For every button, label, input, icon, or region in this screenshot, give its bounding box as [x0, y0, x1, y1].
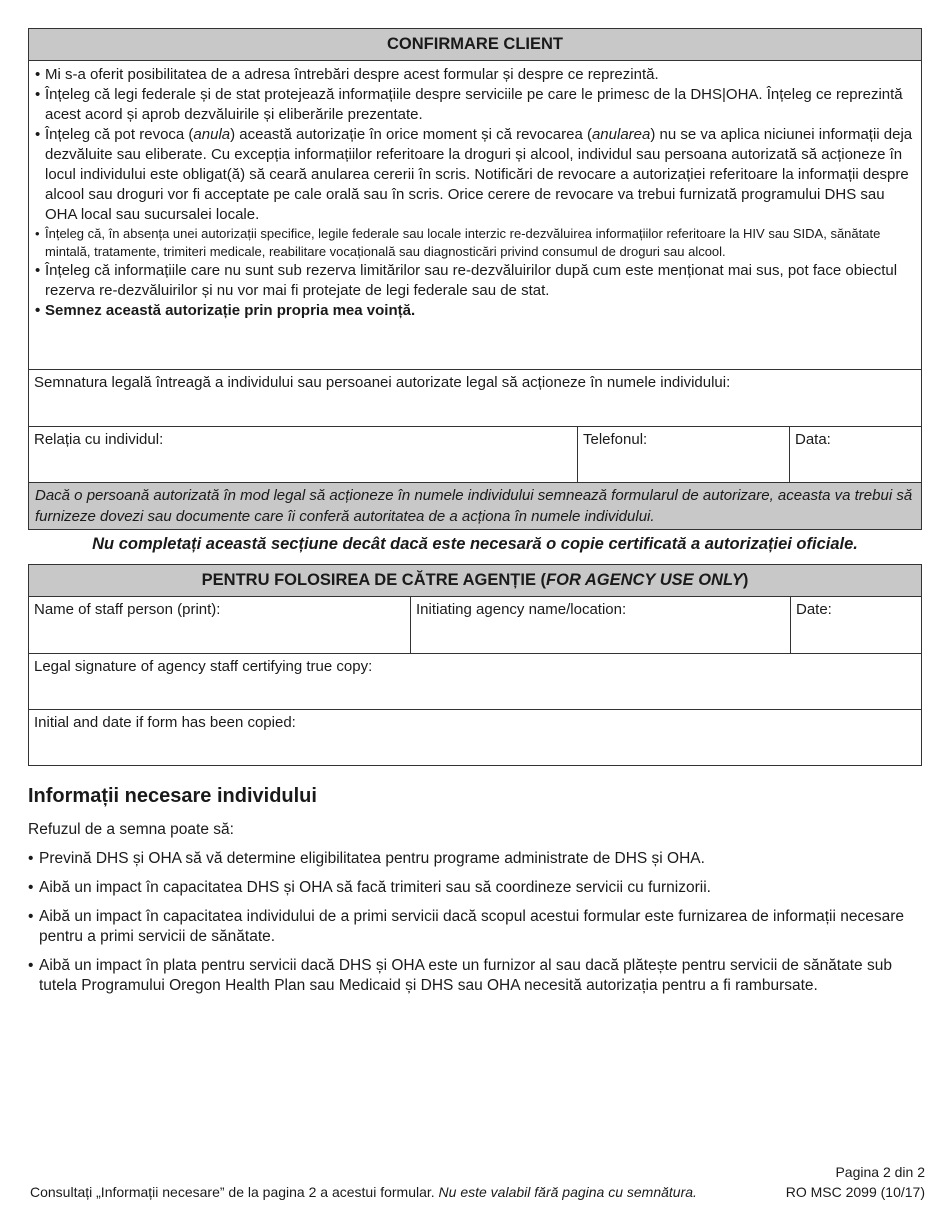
- list-item: • Înțeleg că pot revoca (anula) această autorizație în orice moment și că revocarea (anularea) nu se va aplica niciunei informații deja dezvăluite sau eliberate. Cu excepția informațiilor referitoare la droguri și alcool, individul sau persoana autorizată să acționeze în locul individului este obligat(ă) să ceară anularea cererii în scris. Notificări de revocare a autorizației referitoare la informații despre alcool sau droguri vor fi acceptate pe cale orală sau în scris. Orice cerere de revocare va trebui furnizată programului DHS sau OHA local sau sucursalei locale.: [35, 125, 915, 225]
- certified-copy-warning: Nu completați această secțiune decât dacă este necesară o copie certificată a autorizației oficiale.: [92, 535, 858, 553]
- relation-row: [29, 426, 921, 482]
- list-item: • Aibă un impact în plata pentru servicii dacă DHS și OHA este un furnizor al sau dacă plătește pentru servicii de sănătate sub tutela Programului Oregon Health Plan sau Medicaid și DHS sau OHA necesită autorizația pentru a fi rambursate.: [28, 956, 928, 996]
- signature-label: Semnatura legală întreagă a individului sau persoanei autorizate legal să acționeze în numele individului:: [34, 374, 731, 391]
- list-item: • Semnez această autorizație prin propria mea voință.: [35, 301, 915, 321]
- list-item: • Prevină DHS și OHA să vă determine eligibilitatea pentru programe administrate de DHS și OHA.: [28, 849, 928, 869]
- copy-initial-label: Initial and date if form has been copied:: [34, 714, 296, 731]
- phone-field[interactable]: [577, 427, 789, 482]
- agency-signature-field[interactable]: [29, 653, 921, 709]
- info-intro: Refuzul de a semna poate să:: [28, 821, 234, 838]
- page-number: Pagina 2 din 2: [835, 1164, 925, 1180]
- authorized-person-note: Dacă o persoană autorizată în mod legal să acționeze în numele individului semnează formularul de autorizare, aceasta va trebui să furnizeze dovezi sau documente care îi conferă autoritatea de a acționa în numele individului.: [29, 482, 921, 529]
- relation-label: Relația cu individul:: [34, 431, 164, 448]
- list-item: • Aibă un impact în capacitatea individului de a primi servicii dacă scopul acestui formular este furnizarea de informații necesare pentru a primi servicii de sănătate.: [28, 907, 928, 947]
- agency-location-field[interactable]: [410, 597, 790, 653]
- agency-use-section: [28, 564, 922, 766]
- list-item: • Înțeleg că informațiile care nu sunt sub rezerva limitărilor sau re-dezvăluirilor după cum este menționat mai sus, pot face obiectul rezerva re-dezvăluirilor și nu vor mai fi protejate de legi federale sau de stat.: [35, 261, 915, 301]
- date-label: Data:: [795, 431, 831, 448]
- staff-name-field[interactable]: [29, 597, 410, 653]
- info-heading: Informații necesare individului: [28, 785, 317, 807]
- staff-name-label: Name of staff person (print):: [34, 601, 221, 618]
- client-confirmation-section: [28, 28, 922, 530]
- copy-initial-field[interactable]: [29, 709, 921, 765]
- client-confirmation-list: [29, 61, 921, 325]
- agency-date-field[interactable]: [790, 597, 921, 653]
- info-section: [28, 820, 928, 996]
- agency-location-label: Initiating agency name/location:: [416, 601, 627, 618]
- agency-row: [29, 597, 921, 653]
- agency-use-title: PENTRU FOLOSIREA DE CĂTRE AGENȚIE (FOR AGENCY USE ONLY): [29, 565, 921, 597]
- signature-field[interactable]: [29, 369, 921, 426]
- list-item: • Mi s-a oferit posibilitatea de a adresa întrebări despre acest formular și despre ce reprezintă.: [35, 65, 915, 85]
- relation-field[interactable]: [29, 427, 577, 482]
- agency-signature-label: Legal signature of agency staff certifying true copy:: [34, 658, 373, 675]
- phone-label: Telefonul:: [583, 431, 648, 448]
- list-item: • Aibă un impact în capacitatea DHS și OHA să facă trimiteri sau să coordineze servicii cu furnizorii.: [28, 878, 928, 898]
- list-item: • Înțeleg că legi federale și de stat protejează informațiile despre serviciile pe care le primesc de la DHS|OHA. Înțeleg ce reprezintă acest acord și aprob dezvăluirile și eliberările prezentate.: [35, 85, 915, 125]
- form-id: RO MSC 2099 (10/17): [785, 1184, 925, 1200]
- list-item: • Înțeleg că, în absența unei autorizații specifice, legile federale sau locale interzic re-dezvăluirea informațiilor referitoare la HIV sau SIDA, sănătate mintală, tratamente, trimiteri medicale, reabilitare vocațională sau diagnosticări privind consumul de droguri sau alcool.: [35, 225, 915, 261]
- footer-note: Consultați „Informații necesare” de la pagina 2 a acestui formular. Nu este valabil fără pagina cu semnătura.: [30, 1184, 697, 1200]
- client-confirmation-title: CONFIRMARE CLIENT: [29, 29, 921, 61]
- agency-date-label: Date:: [796, 601, 832, 618]
- date-field[interactable]: [789, 427, 921, 482]
